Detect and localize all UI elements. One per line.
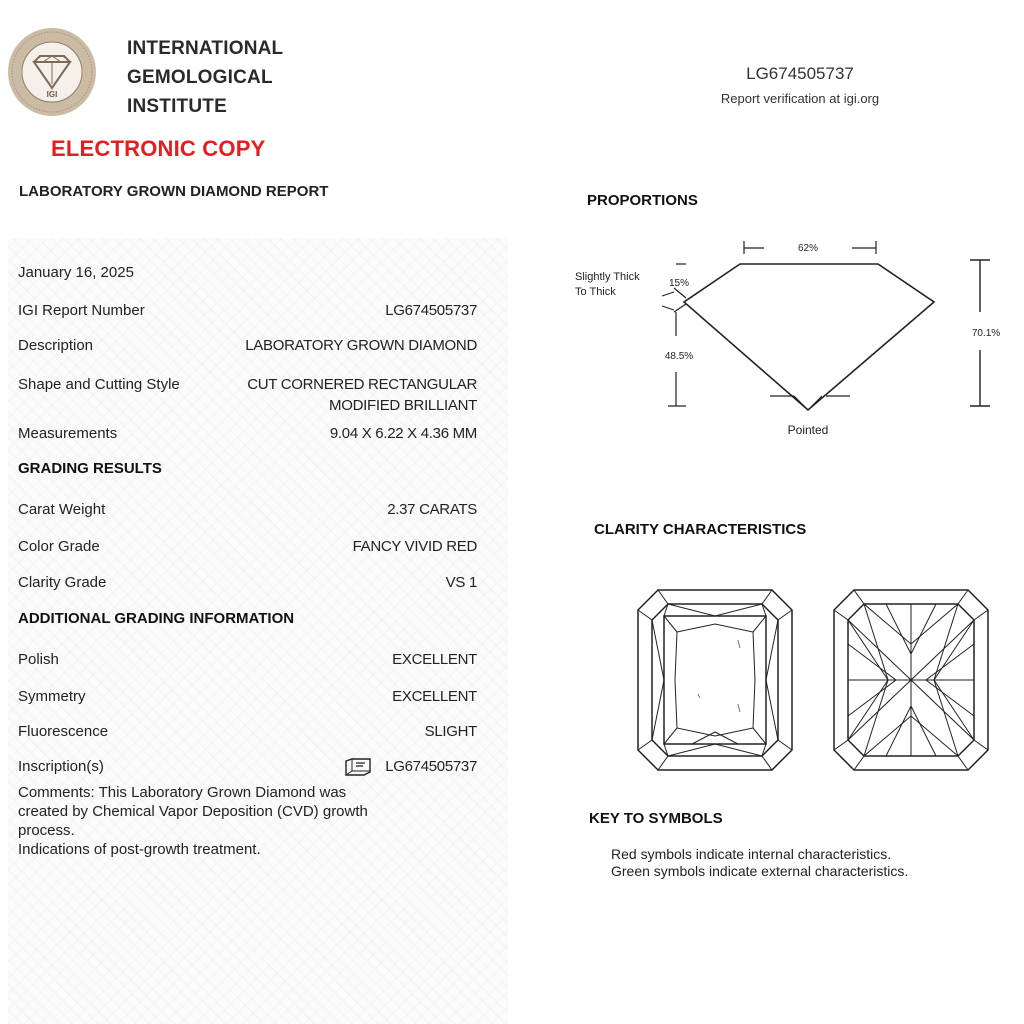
comments-line-2: created by Chemical Vapor Deposition (CVD) growth bbox=[18, 803, 368, 820]
report-details-panel bbox=[8, 238, 508, 1024]
verification-text: Report verification at igi.org bbox=[720, 91, 880, 106]
girdle-label-line-2: To Thick bbox=[575, 286, 616, 298]
pavilion-percent-label: 48.5% bbox=[664, 351, 694, 362]
color-grade-label: Color Grade bbox=[18, 538, 100, 555]
color-grade-value: FANCY VIVID RED bbox=[352, 538, 477, 555]
inscription-label: Inscription(s) bbox=[18, 758, 104, 775]
proportions-heading: PROPORTIONS bbox=[587, 192, 698, 209]
clarity-characteristics-heading: CLARITY CHARACTERISTICS bbox=[594, 521, 807, 538]
report-number-header: LG674505737 bbox=[746, 64, 854, 83]
culet-label: Pointed bbox=[787, 423, 829, 437]
fluorescence-value: SLIGHT bbox=[424, 723, 477, 740]
measurements-value: 9.04 X 6.22 X 4.36 MM bbox=[329, 425, 477, 442]
symmetry-value: EXCELLENT bbox=[392, 688, 477, 705]
symmetry-label: Symmetry bbox=[18, 688, 86, 705]
report-number-label: IGI Report Number bbox=[18, 302, 145, 319]
shape-label: Shape and Cutting Style bbox=[18, 376, 180, 393]
measurements-label: Measurements bbox=[18, 425, 118, 442]
key-green-symbols-text: Green symbols indicate external characteristics. bbox=[611, 863, 909, 879]
inscription-value: LG674505737 bbox=[385, 758, 477, 775]
key-to-symbols-heading: KEY TO SYMBOLS bbox=[589, 810, 723, 827]
grading-results-heading: GRADING RESULTS bbox=[18, 460, 162, 477]
org-name-line-2: GEMOLOGICAL bbox=[127, 67, 273, 88]
inscription-logo-icon bbox=[343, 757, 373, 777]
proportions-diagram bbox=[560, 230, 1020, 450]
diamond-profile-outline bbox=[684, 264, 934, 410]
key-red-symbols-text: Red symbols indicate internal characteristics. bbox=[611, 846, 892, 862]
report-date: January 16, 2025 bbox=[18, 264, 134, 281]
crown-view-diagram bbox=[630, 584, 800, 776]
comments-line-4: Indications of post-growth treatment. bbox=[18, 841, 261, 858]
igi-seal-logo bbox=[6, 26, 98, 118]
crown-percent-label: 15% bbox=[668, 278, 690, 289]
girdle-label-line-1: Slightly Thick bbox=[575, 271, 640, 283]
description-value: LABORATORY GROWN DIAMOND bbox=[245, 337, 477, 354]
fluorescence-label: Fluorescence bbox=[18, 723, 109, 740]
comments-line-1: Comments: This Laboratory Grown Diamond was bbox=[18, 784, 347, 801]
clarity-grade-value: VS 1 bbox=[445, 574, 477, 591]
carat-weight-value: 2.37 CARATS bbox=[387, 501, 477, 518]
carat-weight-label: Carat Weight bbox=[18, 501, 106, 518]
org-name-line-3: INSTITUTE bbox=[127, 96, 227, 117]
total-depth-label: 70.1% bbox=[971, 328, 1001, 339]
polish-label: Polish bbox=[18, 651, 59, 668]
report-title: LABORATORY GROWN DIAMOND REPORT bbox=[19, 183, 329, 200]
electronic-copy-label: ELECTRONIC COPY bbox=[51, 136, 266, 161]
polish-value: EXCELLENT bbox=[392, 651, 477, 668]
clarity-grade-label: Clarity Grade bbox=[18, 574, 107, 591]
additional-grading-heading: ADDITIONAL GRADING INFORMATION bbox=[18, 610, 295, 627]
description-label: Description bbox=[18, 337, 94, 354]
shape-value-line-2: MODIFIED BRILLIANT bbox=[329, 397, 477, 414]
table-percent-label: 62% bbox=[797, 243, 819, 254]
comments-line-3: process. bbox=[18, 822, 75, 839]
comments-block bbox=[18, 783, 488, 859]
pavilion-view-diagram bbox=[826, 584, 996, 776]
svg-text:IGI: IGI bbox=[46, 90, 58, 99]
shape-value: CUT CORNERED RECTANGULAR bbox=[247, 376, 477, 393]
report-number-value: LG674505737 bbox=[385, 302, 477, 319]
org-name-line-1: INTERNATIONAL bbox=[127, 38, 284, 59]
